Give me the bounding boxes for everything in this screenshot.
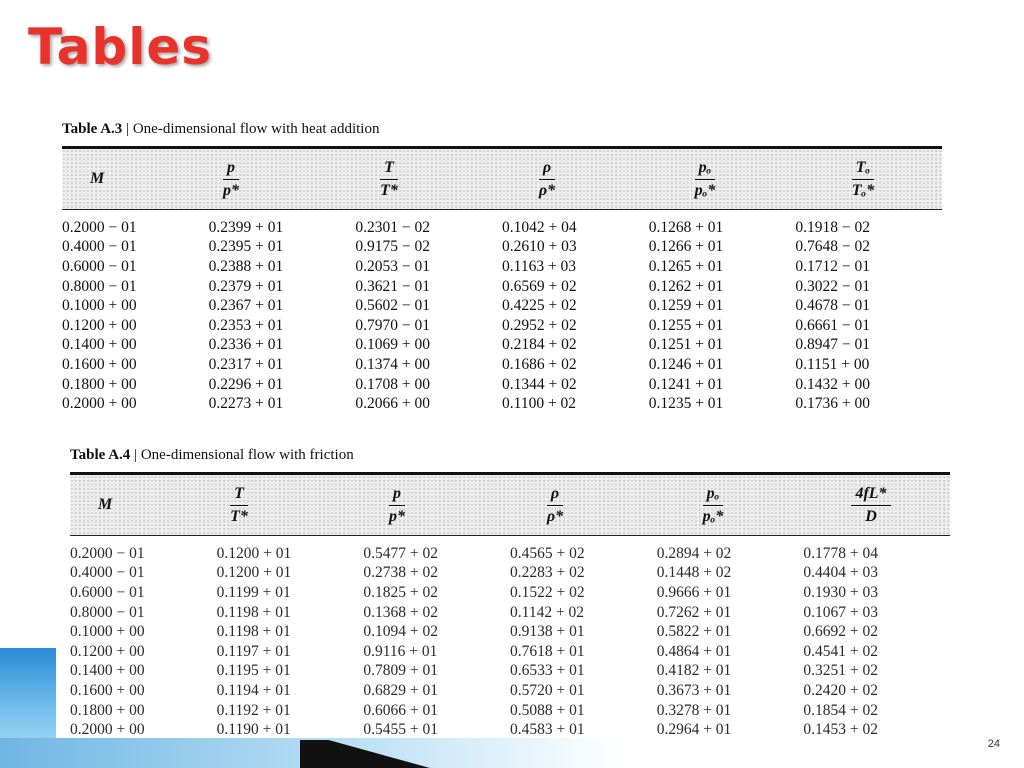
- table-a3-cell: 0.1400 + 00: [62, 336, 137, 354]
- table-a3-cell: 0.1246 + 01: [648, 355, 724, 373]
- table-a4-cell: 0.1190 + 01: [216, 721, 291, 739]
- table-a4-cell: 0.4583 + 01: [510, 721, 585, 739]
- table-a3-header-m-label: M: [90, 170, 105, 187]
- table-a4-row: [70, 701, 950, 721]
- table-a3-cell: 0.2379 + 01: [208, 277, 284, 295]
- table-a4-cell: 0.1067 + 03: [803, 603, 878, 621]
- table-a4-cell: 0.2738 + 02: [363, 564, 438, 582]
- table-a4-cell: 0.1197 + 01: [216, 642, 291, 660]
- table-a4-cell: 0.4404 + 03: [803, 564, 878, 582]
- table-a3-header-rho-num: ρ: [539, 160, 555, 180]
- table-a4-cell: 0.1778 + 04: [803, 544, 878, 562]
- table-a4-header-t-num: T: [230, 486, 248, 506]
- table-a3-cell: 0.2296 + 01: [208, 375, 284, 393]
- table-a3-cell: 0.9175 − 02: [355, 238, 430, 256]
- table-a3-caption-label: Table A.3: [62, 121, 123, 137]
- table-a3-row: [62, 296, 942, 316]
- table-a3-header-to-num: Tₒ: [852, 160, 874, 180]
- table-a4-cell: 0.5477 + 02: [363, 544, 438, 562]
- table-a3-caption-separator: |: [122, 121, 133, 137]
- table-a3-cell: 0.2388 + 01: [208, 257, 284, 275]
- table-a4-cell: 0.4565 + 02: [510, 544, 585, 562]
- table-a3-row: [62, 375, 942, 395]
- table-a4-cell: 0.1200 + 00: [70, 642, 145, 660]
- table-a3-cell: 0.1600 + 00: [62, 355, 137, 373]
- table-a3-cell: 0.1262 + 01: [648, 277, 724, 295]
- table-a3-cell: 0.6000 − 01: [62, 257, 137, 275]
- table-a4-caption: [70, 447, 950, 464]
- table-a4-cell: 0.1195 + 01: [216, 662, 291, 680]
- table-a3-cell: 0.1000 + 00: [62, 297, 137, 315]
- table-a4-cell: 0.6829 + 01: [363, 681, 438, 699]
- table-a3-cell: 0.2395 + 01: [208, 238, 284, 256]
- table-a4-row: [70, 544, 950, 564]
- table-a4-row: [70, 583, 950, 603]
- table-a4-header-friction-num: 4fL*: [851, 486, 890, 506]
- table-a4-cell: 0.1194 + 01: [216, 681, 291, 699]
- table-a4-cell: 0.1600 + 00: [70, 681, 145, 699]
- table-a3-cell: 0.2367 + 01: [208, 297, 284, 315]
- table-a3-row: [62, 277, 942, 297]
- table-a3-cell: 0.6661 − 01: [795, 316, 870, 334]
- table-a3-cell: 0.1268 + 01: [648, 218, 724, 236]
- table-a4-header-rho-den: ρ*: [546, 507, 564, 525]
- table-a4-cell: 0.2000 + 00: [70, 721, 145, 739]
- table-a3-header-p-num: p: [223, 160, 239, 180]
- table-a3-header-t-den: T*: [380, 181, 398, 199]
- slide-title: Tables: [28, 18, 213, 76]
- table-a4-row: [70, 720, 950, 740]
- table-a4-cell: 0.1198 + 01: [216, 603, 291, 621]
- table-a3-cell: 0.2066 + 00: [355, 395, 430, 413]
- table-a3-cell: 0.2053 − 01: [355, 257, 430, 275]
- table-a3-cell: 0.2273 + 01: [208, 395, 284, 413]
- table-a4-cell: 0.1000 + 00: [70, 623, 145, 641]
- table-a3-cell: 0.1235 + 01: [648, 395, 724, 413]
- table-a3-cell: 0.1736 + 00: [795, 395, 870, 413]
- table-a4-cell: 0.1930 + 03: [803, 583, 878, 601]
- table-a3-header-po-num: pₒ: [695, 160, 716, 180]
- table-a3-cell: 0.1042 + 04: [502, 218, 577, 236]
- table-a3-row: [62, 238, 942, 258]
- table-a3-cell: 0.2336 + 01: [208, 336, 284, 354]
- table-a3-header-to-den: Tₒ*: [851, 181, 875, 199]
- table-a4-cell: 0.1448 + 02: [656, 564, 732, 582]
- table-a4-cell: 0.4182 + 01: [656, 662, 732, 680]
- table-a4-header-p-ratio: [318, 486, 476, 525]
- table-a3-cell: 0.2952 + 02: [502, 316, 577, 334]
- table-a4-row: [70, 642, 950, 662]
- table-a4-header-m: [70, 496, 160, 514]
- table-a4-caption-label: Table A.4: [70, 447, 131, 463]
- page-number: 24: [987, 738, 1000, 750]
- table-a3-header-po-ratio: [626, 160, 784, 199]
- table-a3-cell: 0.2353 + 01: [208, 316, 284, 334]
- table-a3-cell: 0.1686 + 02: [502, 355, 577, 373]
- table-a3-cell: 0.2000 + 00: [62, 395, 137, 413]
- table-a3-cell: 0.8947 − 01: [795, 336, 870, 354]
- table-a4-body: [70, 536, 950, 740]
- table-a4-cell: 0.1800 + 00: [70, 701, 145, 719]
- table-a4-header-p-num: p: [389, 486, 405, 506]
- table-a4-header-t-ratio: [160, 486, 318, 525]
- table-a3-header-po-den: pₒ*: [694, 181, 716, 199]
- table-a3-cell: 0.6569 + 02: [502, 277, 577, 295]
- table-a3-cell: 0.1255 + 01: [648, 316, 724, 334]
- table-a4-cell: 0.1825 + 02: [363, 583, 438, 601]
- table-a3-cell: 0.1100 + 02: [502, 395, 577, 413]
- table-a3-header-row: [62, 149, 942, 209]
- table-a3-header-p-den: p*: [223, 181, 239, 199]
- table-a4-header-p-den: p*: [389, 507, 405, 525]
- table-a3-cell: 0.2184 + 02: [502, 336, 577, 354]
- table-a3-cell: 0.2317 + 01: [208, 355, 284, 373]
- table-a4-cell: 0.2420 + 02: [803, 681, 878, 699]
- table-a3-header-rho-ratio: [468, 160, 626, 199]
- table-a3-header-m: [62, 170, 152, 188]
- table-a4-header-friction-ratio: [792, 486, 950, 525]
- table-a4-cell: 0.3251 + 02: [803, 662, 878, 680]
- table-a3-cell: 0.1266 + 01: [648, 238, 724, 256]
- table-a3-cell: 0.8000 − 01: [62, 277, 137, 295]
- table-a4-cell: 0.7262 + 01: [656, 603, 732, 621]
- table-a3-caption: [62, 121, 942, 138]
- table-a4-cell: 0.7809 + 01: [363, 662, 438, 680]
- table-a4-cell: 0.1368 + 02: [363, 603, 438, 621]
- table-a4-header-friction-den: D: [865, 507, 877, 525]
- table-a3-cell: 0.2399 + 01: [208, 218, 284, 236]
- table-a4-cell: 0.1199 + 01: [216, 583, 291, 601]
- table-a3-cell: 0.4225 + 02: [502, 297, 577, 315]
- table-a4-cell: 0.1453 + 02: [803, 721, 878, 739]
- table-a3-header-t-ratio: [310, 160, 468, 199]
- table-a4-cell: 0.5720 + 01: [510, 681, 585, 699]
- table-a4-header-rho-ratio: [476, 486, 634, 525]
- table-a4-header-rho-num: ρ: [547, 486, 563, 506]
- table-a4-cell: 0.6000 − 01: [70, 583, 145, 601]
- table-a3-cell: 0.1712 − 01: [795, 257, 870, 275]
- table-a4-cell: 0.1142 + 02: [510, 603, 585, 621]
- table-a3-cell: 0.1241 + 01: [648, 375, 724, 393]
- table-a4-cell: 0.1854 + 02: [803, 701, 878, 719]
- table-a4-cell: 0.3278 + 01: [656, 701, 732, 719]
- table-a3-cell: 0.3621 − 01: [355, 277, 430, 295]
- table-a3-cell: 0.1151 + 00: [795, 355, 870, 373]
- table-a3-row: [62, 257, 942, 277]
- table-a4-cell: 0.6692 + 02: [803, 623, 878, 641]
- table-a4-row: [70, 662, 950, 682]
- table-a4-cell: 0.6066 + 01: [363, 701, 438, 719]
- table-a4-cell: 0.9138 + 01: [510, 623, 585, 641]
- table-a3-cell: 0.7970 − 01: [355, 316, 430, 334]
- table-a4-cell: 0.7618 + 01: [510, 642, 585, 660]
- table-a4-header-row: [70, 475, 950, 535]
- table-a3-cell: 0.2000 − 01: [62, 218, 137, 236]
- table-a4-caption-text: One-dimensional flow with friction: [140, 447, 354, 463]
- table-a4-cell: 0.2283 + 02: [510, 564, 585, 582]
- table-a3-header-to-ratio: [784, 160, 942, 199]
- table-a4-cell: 0.9666 + 01: [656, 583, 732, 601]
- table-a3-cell: 0.1344 + 02: [502, 375, 577, 393]
- table-a3-cell: 0.2610 + 03: [502, 238, 577, 256]
- table-a4-header-m-label: M: [98, 496, 113, 513]
- table-a4-cell: 0.4864 + 01: [656, 642, 732, 660]
- table-a3-row: [62, 336, 942, 356]
- table-a4-cell: 0.1200 + 01: [216, 564, 292, 582]
- table-a3-row: [62, 394, 942, 414]
- table-a3-cell: 0.5602 − 01: [355, 297, 430, 315]
- table-a3-cell: 0.1259 + 01: [648, 297, 724, 315]
- table-a4-row: [70, 681, 950, 701]
- table-a4-caption-separator: |: [130, 447, 141, 463]
- table-a4-cell: 0.2894 + 02: [656, 544, 732, 562]
- table-a3-cell: 0.1200 + 00: [62, 316, 137, 334]
- table-a4-cell: 0.1522 + 02: [510, 583, 585, 601]
- table-a4: [70, 447, 950, 740]
- table-a4-cell: 0.4000 − 01: [70, 564, 145, 582]
- table-a3-cell: 0.1374 + 00: [355, 355, 430, 373]
- table-a4-cell: 0.2000 − 01: [70, 544, 145, 562]
- table-a4-cell: 0.5088 + 01: [510, 701, 585, 719]
- table-a3-header-rho-den: ρ*: [538, 181, 556, 199]
- table-a3-caption-text: One-dimensional flow with heat addition: [132, 121, 380, 137]
- table-a4-cell: 0.4541 + 02: [803, 642, 878, 660]
- table-a4-cell: 0.2964 + 01: [656, 721, 732, 739]
- table-a3-cell: 0.1708 + 00: [355, 375, 430, 393]
- table-a3-cell: 0.1265 + 01: [648, 257, 724, 275]
- table-a3-cell: 0.1069 + 00: [355, 336, 430, 354]
- table-a4-cell: 0.8000 − 01: [70, 603, 145, 621]
- table-a3-cell: 0.3022 − 01: [795, 277, 870, 295]
- table-a3-header-t-num: T: [380, 160, 398, 180]
- table-a4-header-po-num: pₒ: [703, 486, 724, 506]
- table-a3-body: [62, 210, 942, 414]
- table-a4-cell: 0.5822 + 01: [656, 623, 732, 641]
- table-a3-cell: 0.4000 − 01: [62, 238, 137, 256]
- table-a3-row: [62, 355, 942, 375]
- table-a4-header-po-ratio: [634, 486, 792, 525]
- table-a4-cell: 0.1094 + 02: [363, 623, 438, 641]
- table-a4-cell: 0.9116 + 01: [363, 642, 438, 660]
- table-a3-cell: 0.2301 − 02: [355, 218, 430, 236]
- table-a3-cell: 0.1800 + 00: [62, 375, 137, 393]
- table-a3-cell: 0.4678 − 01: [795, 297, 870, 315]
- table-a3-header-p-ratio: [152, 160, 310, 199]
- table-a4-cell: 0.1200 + 01: [216, 544, 292, 562]
- table-a3-cell: 0.1163 + 03: [502, 257, 577, 275]
- table-a4-cell: 0.1192 + 01: [216, 701, 291, 719]
- table-a3-cell: 0.1251 + 01: [648, 336, 724, 354]
- table-a3-cell: 0.1432 + 00: [795, 375, 870, 393]
- table-a4-cell: 0.1198 + 01: [216, 623, 291, 641]
- table-a3-row: [62, 218, 942, 238]
- table-a4-row: [70, 603, 950, 623]
- table-a4-cell: 0.1400 + 00: [70, 662, 145, 680]
- table-a4-row: [70, 622, 950, 642]
- table-a3: [62, 121, 942, 414]
- table-a4-cell: 0.3673 + 01: [656, 681, 732, 699]
- table-a3-cell: 0.7648 − 02: [795, 238, 870, 256]
- table-a4-cell: 0.5455 + 01: [363, 721, 438, 739]
- table-a4-header-po-den: pₒ*: [702, 507, 724, 525]
- table-a3-cell: 0.1918 − 02: [795, 218, 870, 236]
- table-a4-header-t-den: T*: [230, 507, 248, 525]
- table-a4-cell: 0.6533 + 01: [510, 662, 585, 680]
- table-a4-row: [70, 564, 950, 584]
- table-a3-row: [62, 316, 942, 336]
